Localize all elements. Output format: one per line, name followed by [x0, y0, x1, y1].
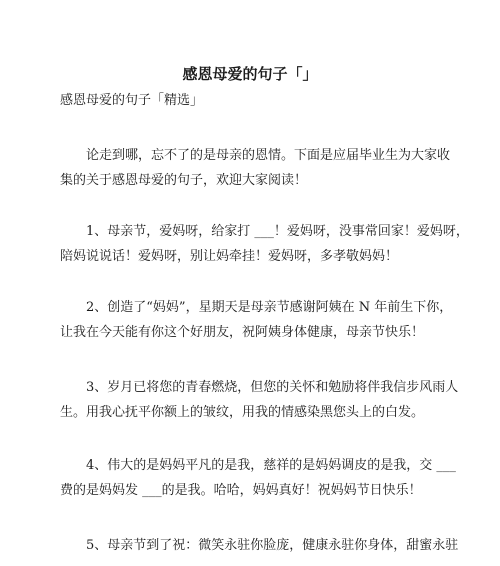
paragraph-item-3 — [60, 375, 459, 425]
document-title: 感恩母爱的句子「」 — [182, 65, 318, 83]
paragraph-item-2 — [60, 295, 453, 345]
paragraph-line: 5、母亲节到了祝：微笑永驻你脸庞，健康永驻你身体，甜蜜永驻 — [86, 538, 459, 553]
paragraph-line: 费的是妈妈发 ___的是我。哈哈，妈妈真好！祝妈妈节日快乐！ — [60, 483, 422, 498]
paragraph-item-5 — [60, 533, 459, 558]
document-subtitle: 感恩母爱的句子「精选」 — [60, 93, 204, 108]
paragraph-line: 论走到哪，忘不了的是母亲的恩情。下面是应届毕业生为大家收 — [86, 148, 451, 163]
paragraph-line: 1、母亲节，爱妈呀，给家打 ___！爱妈呀，没事常回家！爱妈呀， — [86, 224, 469, 239]
paragraph-line: 生。用我心抚平你额上的皱纹，用我的情感染黑您头上的白发。 — [60, 405, 425, 420]
paragraph-item-1 — [60, 219, 469, 269]
paragraph-line: 3、岁月已将您的青春燃烧，但您的关怀和勉励将伴我信步风雨人 — [86, 380, 459, 395]
paragraph-line: 让我在今天能有你这个好朋友，祝阿姨身体健康，母亲节快乐！ — [60, 325, 425, 340]
paragraph-line: 4、伟大的是妈妈平凡的是我，慈祥的是妈妈调皮的是我，交 ___ — [86, 458, 456, 473]
paragraph-item-4 — [60, 453, 456, 503]
paragraph-line: 陪妈说说话！爱妈呀，别让妈牵挂！爱妈呀，多孝敬妈妈！ — [60, 249, 399, 264]
paragraph-line: 集的关于感恩母爱的句子，欢迎大家阅读！ — [60, 173, 308, 188]
paragraph-intro — [60, 143, 451, 193]
paragraph-line: 2、创造了“妈妈”，星期天是母亲节感谢阿姨在 N 年前生下你， — [86, 300, 453, 315]
